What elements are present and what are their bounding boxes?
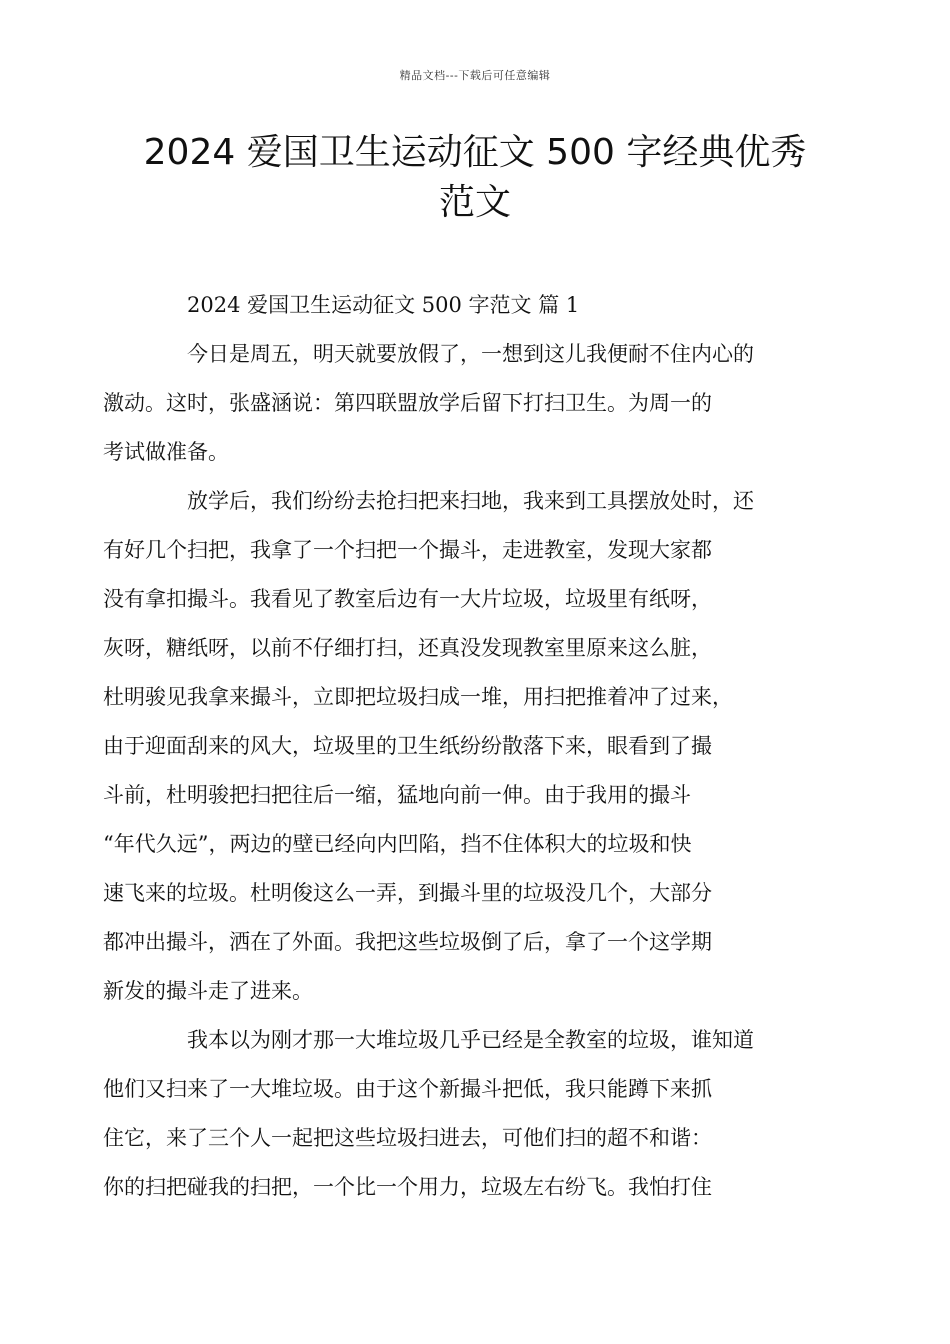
document-body xyxy=(103,281,815,1212)
paragraph-line: 斗前，杜明骏把扫把往后一缩，猛地向前一伸。由于我用的撮斗 xyxy=(103,783,691,807)
paragraph-line: 都冲出撮斗，洒在了外面。我把这些垃圾倒了后，拿了一个这学期 xyxy=(103,930,712,954)
header-note: 精品文档---下载后可任意编辑 xyxy=(399,69,551,82)
paragraph-line: 新发的撮斗走了进来。 xyxy=(103,979,313,1003)
section-heading: 2024 爱国卫生运动征文 500 字范文 篇 1 xyxy=(187,293,580,317)
paragraph-line: 速飞来的垃圾。杜明俊这么一弄，到撮斗里的垃圾没几个，大部分 xyxy=(103,881,712,905)
paragraph-line: 他们又扫来了一大堆垃圾。由于这个新撮斗把低，我只能蹲下来抓 xyxy=(103,1077,712,1101)
paragraph-line: 激动。这时，张盛涵说：第四联盟放学后留下打扫卫生。为周一的 xyxy=(103,391,712,415)
paragraph-1 xyxy=(103,330,815,477)
paragraph-line: 考试做准备。 xyxy=(103,440,229,464)
title-line-2: 范文 xyxy=(438,182,511,223)
paragraph-line: 今日是周五，明天就要放假了，一想到这儿我便耐不住内心的 xyxy=(187,342,754,366)
paragraph-line: 没有拿扣撮斗。我看见了教室后边有一大片垃圾，垃圾里有纸呀， xyxy=(103,587,712,611)
paragraph-line: 杜明骏见我拿来撮斗，立即把垃圾扫成一堆，用扫把推着冲了过来， xyxy=(103,685,733,709)
paragraph-line: 我本以为刚才那一大堆垃圾几乎已经是全教室的垃圾，谁知道 xyxy=(187,1028,754,1052)
paragraph-line: 灰呀，糖纸呀，以前不仔细打扫，还真没发现教室里原来这么脏， xyxy=(103,636,712,660)
paragraph-line: 住它，来了三个人一起把这些垃圾扫进去，可他们扫的超不和谐： xyxy=(103,1126,712,1150)
paragraph-2 xyxy=(103,477,815,1016)
paragraph-line: “年代久远”，两边的壁已经向内凹陷，挡不住体积大的垃圾和快 xyxy=(103,832,692,856)
paragraph-line: 有好几个扫把，我拿了一个扫把一个撮斗，走进教室，发现大家都 xyxy=(103,538,712,562)
paragraph-line: 由于迎面刮来的风大，垃圾里的卫生纸纷纷散落下来，眼看到了撮 xyxy=(103,734,712,758)
page-title xyxy=(100,128,850,228)
title-line-1: 2024 爱国卫生运动征文 500 字经典优秀 xyxy=(143,132,807,173)
paragraph-line: 放学后，我们纷纷去抢扫把来扫地，我来到工具摆放处时，还 xyxy=(187,489,754,513)
paragraph-line: 你的扫把碰我的扫把，一个比一个用力，垃圾左右纷飞。我怕打住 xyxy=(103,1175,712,1199)
paragraph-3 xyxy=(103,1016,815,1212)
